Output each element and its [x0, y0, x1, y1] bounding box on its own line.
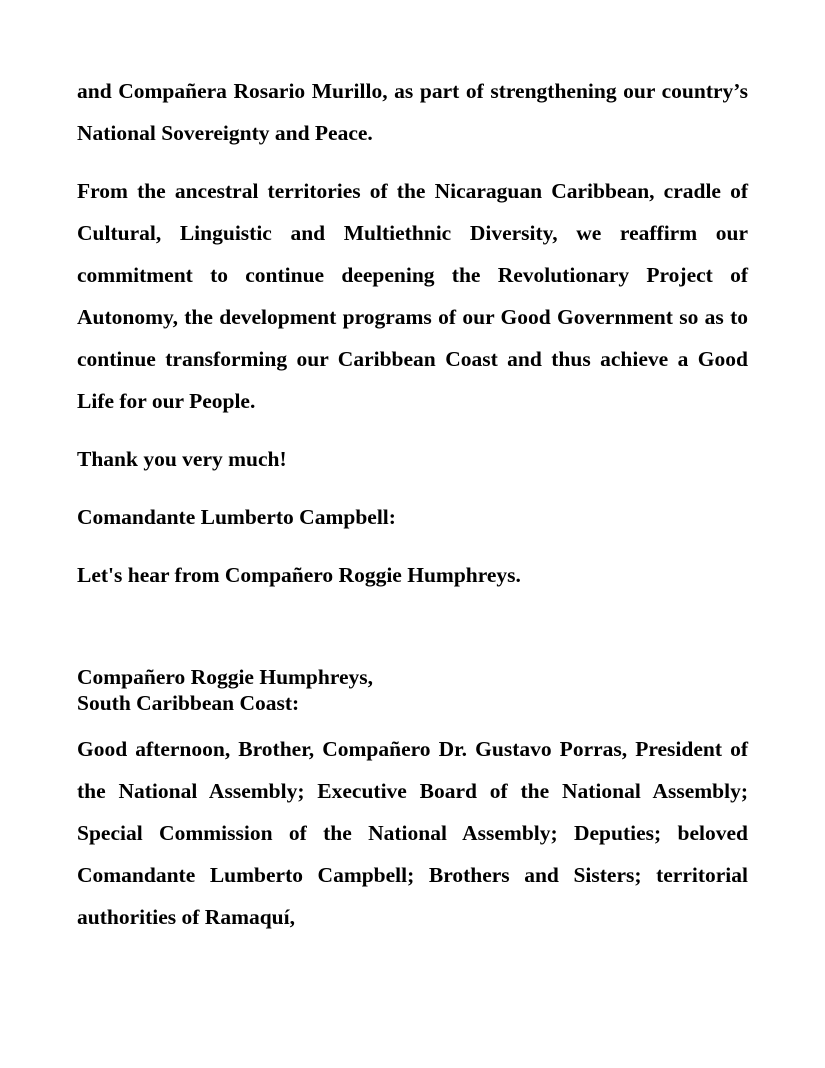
paragraph-introduction: Let's hear from Compañero Roggie Humphreys. — [77, 563, 521, 587]
speaker-heading-humphreys — [77, 664, 748, 716]
speaker-heading-campbell: Comandante Lumberto Campbell: — [77, 505, 396, 529]
paragraph-thanks: Thank you very much! — [77, 447, 287, 471]
speaker-name: Compañero Roggie Humphreys, — [77, 665, 374, 689]
paragraph-greetings: Good afternoon, Brother, Compañero Dr. Gustavo Porras, President of the National Assembly; Executive Board of the National Assembly; Special Commission of the National Assembly; Deputies; beloved Comandante Lumberto Campbell; Brothers and Sisters; territorial authorities of Ramaquí, — [77, 737, 748, 929]
speaker-region: South Caribbean Coast: — [77, 691, 300, 715]
paragraph-closing-sovereignty: and Compañera Rosario Murillo, as part of strengthening our country’s National Sovereignty and Peace. — [77, 79, 748, 145]
paragraph-caribbean-autonomy: From the ancestral territories of the Nicaraguan Caribbean, cradle of Cultural, Linguistic and Multiethnic Diversity, we reaffirm our commitment to continue deepening the Revolutionary Project of Autonomy, the development programs of our Good Government so as to continue transforming our Caribbean Coast and thus achieve a Good Life for our People. — [77, 179, 748, 413]
